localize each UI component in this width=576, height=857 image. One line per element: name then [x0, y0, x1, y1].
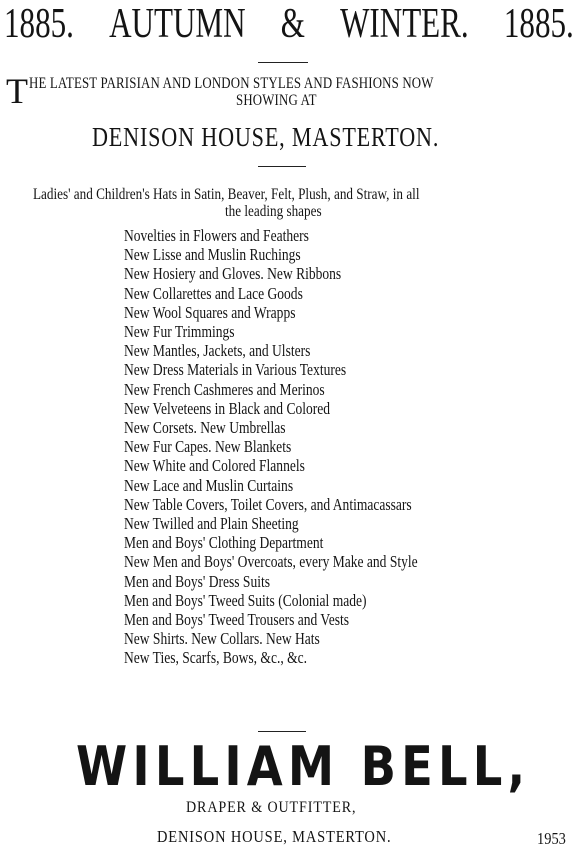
header-title — [4, 0, 574, 50]
merchant-address: DENISON HOUSE, MASTERTON. — [157, 827, 392, 846]
merchant-role: DRAPER & OUTFITTER, — [186, 799, 357, 816]
description-line-2: the leading shapes — [225, 203, 322, 220]
intro-line-2: SHOWING AT — [236, 92, 317, 109]
list-item: New Table Covers, Toilet Covers, and Antimacassars — [124, 494, 412, 514]
list-item: New Fur Trimmings — [124, 322, 235, 342]
list-item: New Lisse and Muslin Ruchings — [124, 245, 301, 265]
list-item: New Velveteens in Black and Colored — [124, 398, 331, 418]
intro-block — [6, 71, 574, 112]
year-right: 1885. — [503, 1, 574, 47]
list-item: New Dress Materials in Various Textures — [124, 360, 347, 380]
divider-top — [258, 62, 308, 63]
list-item: New Mantles, Jackets, and Ulsters — [124, 341, 311, 361]
list-item: Men and Boys' Dress Suits — [124, 571, 271, 591]
list-item: New Fur Capes. New Blankets — [124, 437, 292, 457]
divider-middle — [258, 166, 306, 167]
intro-line-1: HE LATEST PARISIAN AND LONDON STYLES AND FASHIONS NOW — [29, 75, 434, 92]
advert-number: 1953 — [537, 829, 566, 848]
divider-bottom — [258, 731, 306, 732]
title-autumn: AUTUMN — [109, 1, 246, 47]
year-left: 1885. — [4, 1, 74, 47]
list-item: New Wool Squares and Wrapps — [124, 302, 296, 322]
list-item: New Twilled and Plain Sheeting — [124, 514, 299, 534]
list-item: New Collarettes and Lace Goods — [124, 283, 303, 303]
list-item: New Shirts. New Collars. New Hats — [124, 629, 320, 649]
title-ampersand: & — [280, 1, 305, 47]
list-item: Novelties in Flowers and Feathers — [124, 226, 309, 245]
list-item: Men and Boys' Clothing Department — [124, 533, 324, 553]
list-item: New White and Colored Flannels — [124, 456, 305, 476]
list-item: Men and Boys' Tweed Suits (Colonial made) — [124, 590, 367, 610]
list-item: New French Cashmeres and Merinos — [124, 379, 325, 399]
merchant-name: WILLIAM BELL, — [76, 735, 531, 798]
description-line-1: Ladies' and Children's Hats in Satin, Beaver, Felt, Plush, and Straw, in all — [33, 186, 420, 203]
drop-cap: T — [6, 71, 29, 111]
list-item: New Ties, Scarfs, Bows, &c., &c. — [124, 648, 308, 668]
list-item: New Lace and Muslin Curtains — [124, 475, 294, 495]
venue-heading: DENISON HOUSE, MASTERTON. — [92, 122, 440, 152]
list-item: New Men and Boys' Overcoats, every Make and Style — [124, 552, 418, 572]
list-item: Men and Boys' Tweed Trousers and Vests — [124, 610, 350, 630]
title-winter: WINTER. — [340, 1, 469, 47]
list-item: New Hosiery and Gloves. New Ribbons — [124, 264, 342, 284]
goods-list — [124, 226, 418, 668]
list-item: New Corsets. New Umbrellas — [124, 418, 286, 438]
